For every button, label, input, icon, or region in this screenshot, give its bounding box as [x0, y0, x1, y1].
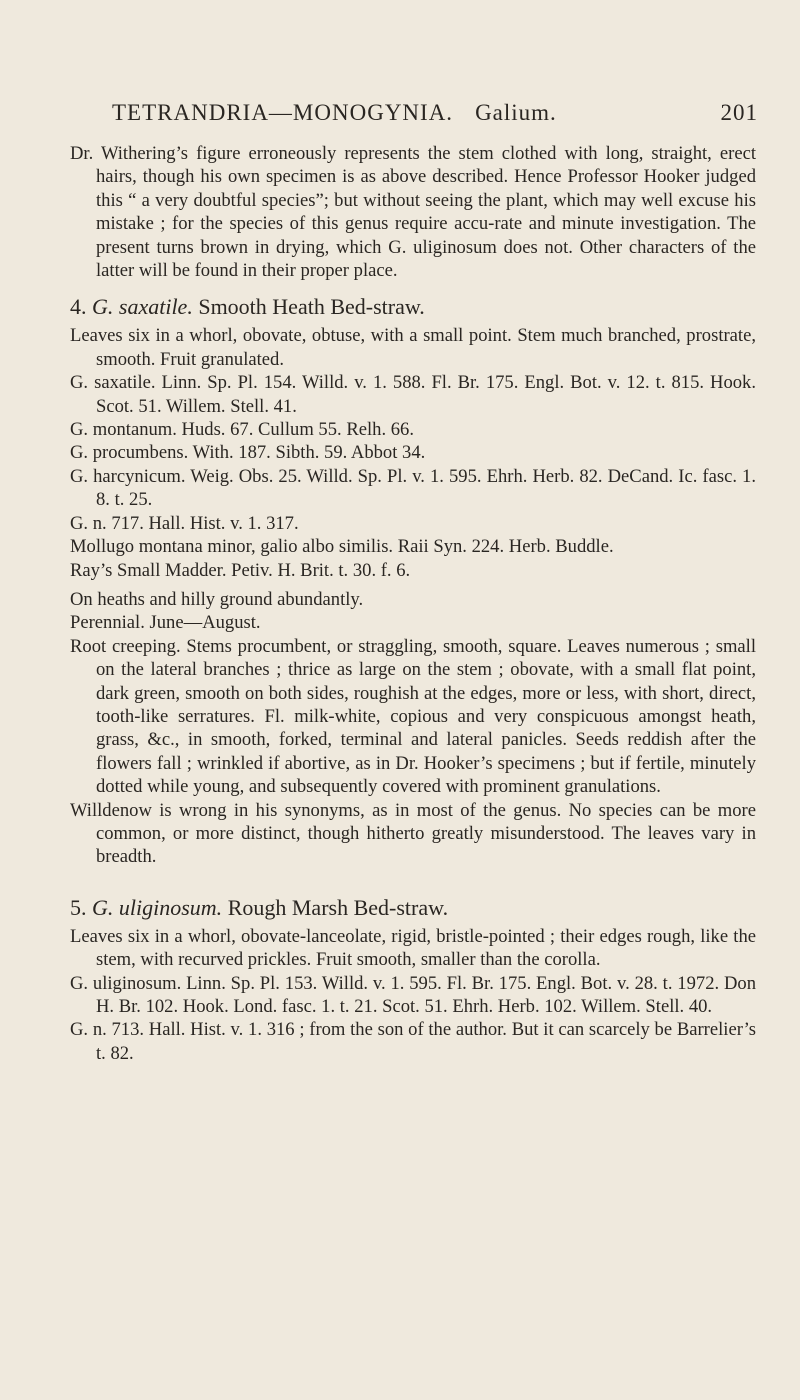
page-number: 201 — [720, 100, 758, 125]
species-5-name: G. uliginosum. — [92, 894, 223, 920]
species-4-note: Willdenow is wrong in his synonyms, as in most of the genus. No species can be more common, or more distinct, though hitherto greatly misunderstood. The leaves vary in breadth. — [70, 799, 756, 868]
species-4-synonym: Mollugo montana minor, galio albo similis. Raii Syn. 224. Herb. Buddle. — [70, 536, 614, 558]
running-head — [112, 100, 758, 126]
species-4-synonym: G. harcynicum. Weig. Obs. 25. Willd. Sp. Pl. v. 1. 595. Ehrh. Herb. 82. DeCand. Ic. fasc. 1. 8. t. 25. — [70, 465, 756, 511]
species-5-synonym: G. uliginosum. Linn. Sp. Pl. 153. Willd. v. 1. 595. Fl. Br. 175. Engl. Bot. v. 28. t. 1972. Don H. Br. 102. Hook. Lond. fasc. 1. t. 21. Scot. 51. Ehrh. Herb. 102. Willem. Stell. 40. — [70, 972, 756, 1017]
species-5-synonym: G. n. 713. Hall. Hist. v. 1. 316 ; from the son of the author. But it can scarcely be Barrelier’s t. 82. — [70, 1019, 756, 1064]
intro-paragraph: Dr. Withering’s figure erroneously represents the stem clothed with long, straight, erect hairs, though his own specimen is as above described. Hence Professor Hooker judged this “ a very doubtful species”; but without seeing the plant, which may well excuse his mistake ; for the species of this genus require accu-rate and minute investigation. The present turns brown in drying, which G. uliginosum does not. Other characters of the latter will be found in their proper place. — [70, 143, 756, 282]
species-5-number: 5. — [70, 894, 87, 920]
species-4-diagnosis: Leaves six in a whorl, obovate, obtuse, with a small point. Stem much branched, prostrate, smooth. Fruit granulated. — [70, 325, 756, 370]
species-4-common-name: Smooth Heath Bed-straw. — [198, 294, 425, 320]
species-5-common-name: Rough Marsh Bed-straw. — [227, 894, 449, 920]
species-4-heading — [70, 294, 756, 320]
species-4-synonym: G. montanum. Huds. 67. Cullum 55. Relh. 66. — [70, 419, 414, 441]
species-4-habitat: On heaths and hilly ground abundantly. — [70, 588, 364, 610]
running-head-genus: Galium. — [475, 100, 557, 125]
species-4-synonym: Ray’s Small Madder. Petiv. H. Brit. t. 30. f. 6. — [70, 559, 411, 581]
species-5-diagnosis: Leaves six in a whorl, obovate-lanceolate, rigid, bristle-pointed ; their edges rough, like the stem, with recurved prickles. Fruit smooth, smaller than the corolla. — [70, 925, 756, 971]
species-5-heading — [70, 895, 756, 921]
species-4-name: G. saxatile. — [92, 294, 193, 320]
species-4-synonym: G. saxatile. Linn. Sp. Pl. 154. Willd. v. 1. 588. Fl. Br. 175. Engl. Bot. v. 12. t. 815. Hook. Scot. 51. Willem. Stell. 41. — [70, 372, 756, 417]
running-head-title: TETRANDRIA—MONOGYNIA. — [112, 100, 454, 125]
page-body — [70, 142, 756, 1065]
species-4-description: Root creeping. Stems procumbent, or straggling, smooth, square. Leaves numerous ; small on the lateral branches ; thrice as large on the stem ; obovate, with a small flat point, dark green, smooth on both sides, roughish at the edges, more or less, with short, direct, tooth-like serratures. Fl. milk-white, copious and very conspicuous amongst heath, grass, &c., in smooth, forked, terminal and lateral panicles. Seeds reddish after the flowers fall ; wrinkled if abortive, as in Dr. Hooker’s specimens ; but if fertile, minutely dotted while young, and subsequently covered with prominent granulations. — [70, 635, 756, 798]
species-4-number: 4. — [70, 294, 87, 320]
species-4-synonym: G. procumbens. With. 187. Sibth. 59. Abbot 34. — [70, 442, 426, 464]
species-4-duration: Perennial. June—August. — [70, 612, 261, 634]
species-4-synonym: G. n. 717. Hall. Hist. v. 1. 317. — [70, 512, 299, 534]
